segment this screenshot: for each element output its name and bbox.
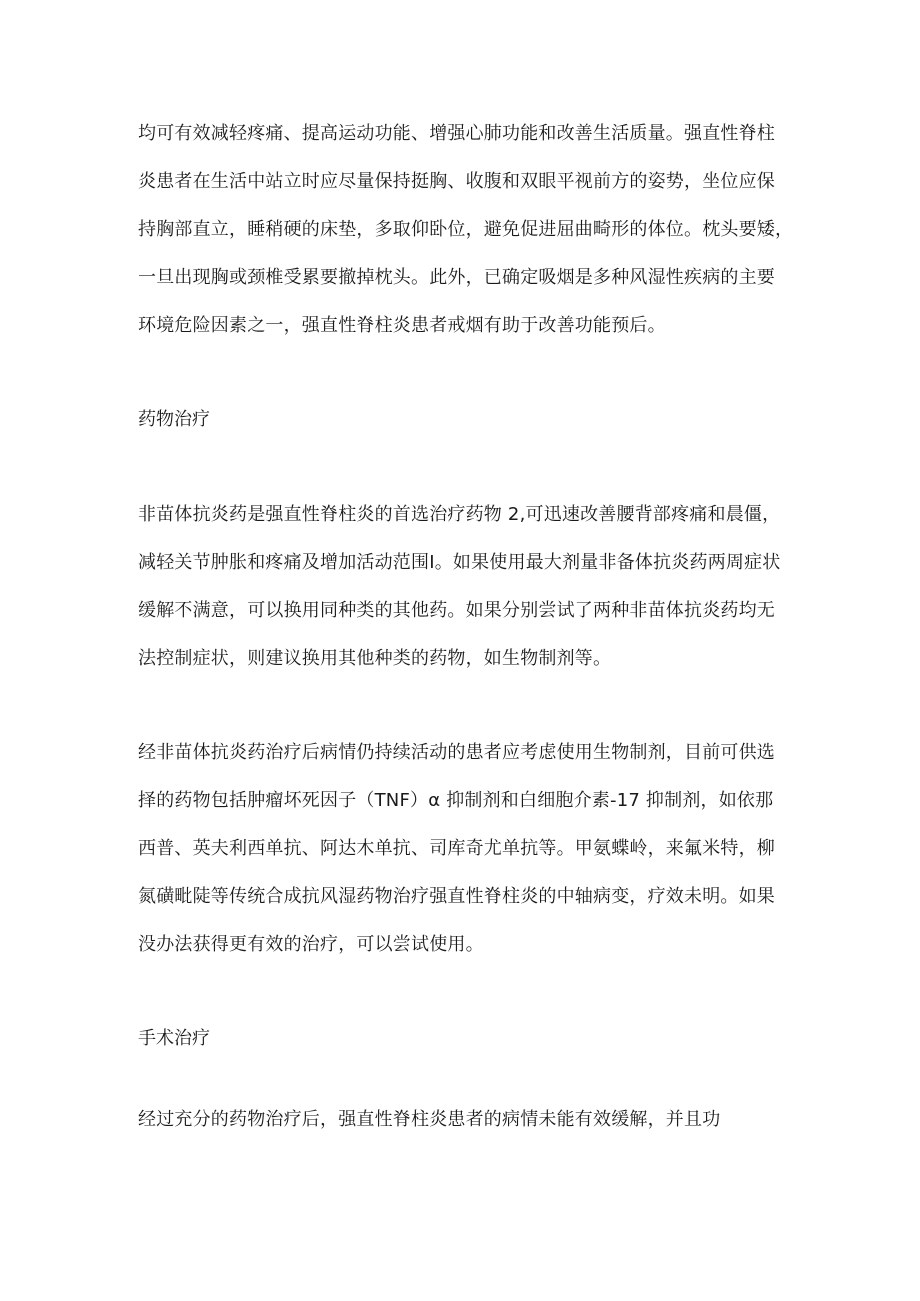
text-line: 没办法获得更有效的治疗，可以尝试使用。 — [138, 934, 484, 955]
text-line: 择的药物包括肿瘤坏死因子（TNF）α 抑制剂和白细胞介素-17 抑制剂，如依那 — [138, 790, 774, 811]
heading-surgical-therapy: 手术治疗 — [138, 1028, 210, 1049]
text-line: 非苗体抗炎药是强直性脊柱炎的首选治疗药物 2,可迅速改善腰背部疼痛和晨僵， — [138, 504, 781, 525]
text-line: 法控制症状，则建议换用其他种类的药物，如生物制剂等。 — [138, 648, 612, 669]
text-line: 缓解不满意，可以换用同种类的其他药。如果分别尝试了两种非苗体抗炎药均无 — [138, 600, 775, 621]
text-line: 减轻关节肿胀和疼痛及增加活动范围I。如果使用最大剂量非备体抗炎药两周症状 — [138, 552, 781, 573]
text-line: 西普、英夫利西单抗、阿达木单抗、司库奇尤单抗等。甲氨蝶岭，来氟米特，柳 — [138, 838, 775, 859]
text-line: 经过充分的药物治疗后，强直性脊柱炎患者的病情未能有效缓解，并且功 — [138, 1109, 721, 1130]
text-line: 一旦出现胸或颈椎受累要撤掉枕头。此外，已确定吸烟是多种风湿性疾病的主要 — [138, 267, 775, 288]
text-line: 氮磺毗陡等传统合成抗风湿药物治疗强直性脊柱炎的中轴病变，疗效未明。如果 — [138, 886, 775, 907]
text-line: 经非苗体抗炎药治疗后病情仍持续活动的患者应考虑使用生物制剂，目前可供选 — [138, 742, 775, 763]
text-line: 均可有效减轻疼痛、提高运动功能、增强心肺功能和改善生活质量。强直性脊柱 — [138, 123, 775, 144]
text-line: 炎患者在生活中站立时应尽量保持挺胸、收腹和双眼平视前方的姿势，坐位应保 — [138, 171, 775, 192]
text-line: 环境危险因素之一，强直性脊柱炎患者戒烟有助于改善功能预后。 — [138, 315, 666, 336]
text-line: 持胸部直立，睡稍硬的床垫，多取仰卧位，避免促进屈曲畸形的体位。枕头要矮， — [138, 219, 794, 240]
heading-drug-therapy: 药物治疗 — [138, 409, 210, 430]
